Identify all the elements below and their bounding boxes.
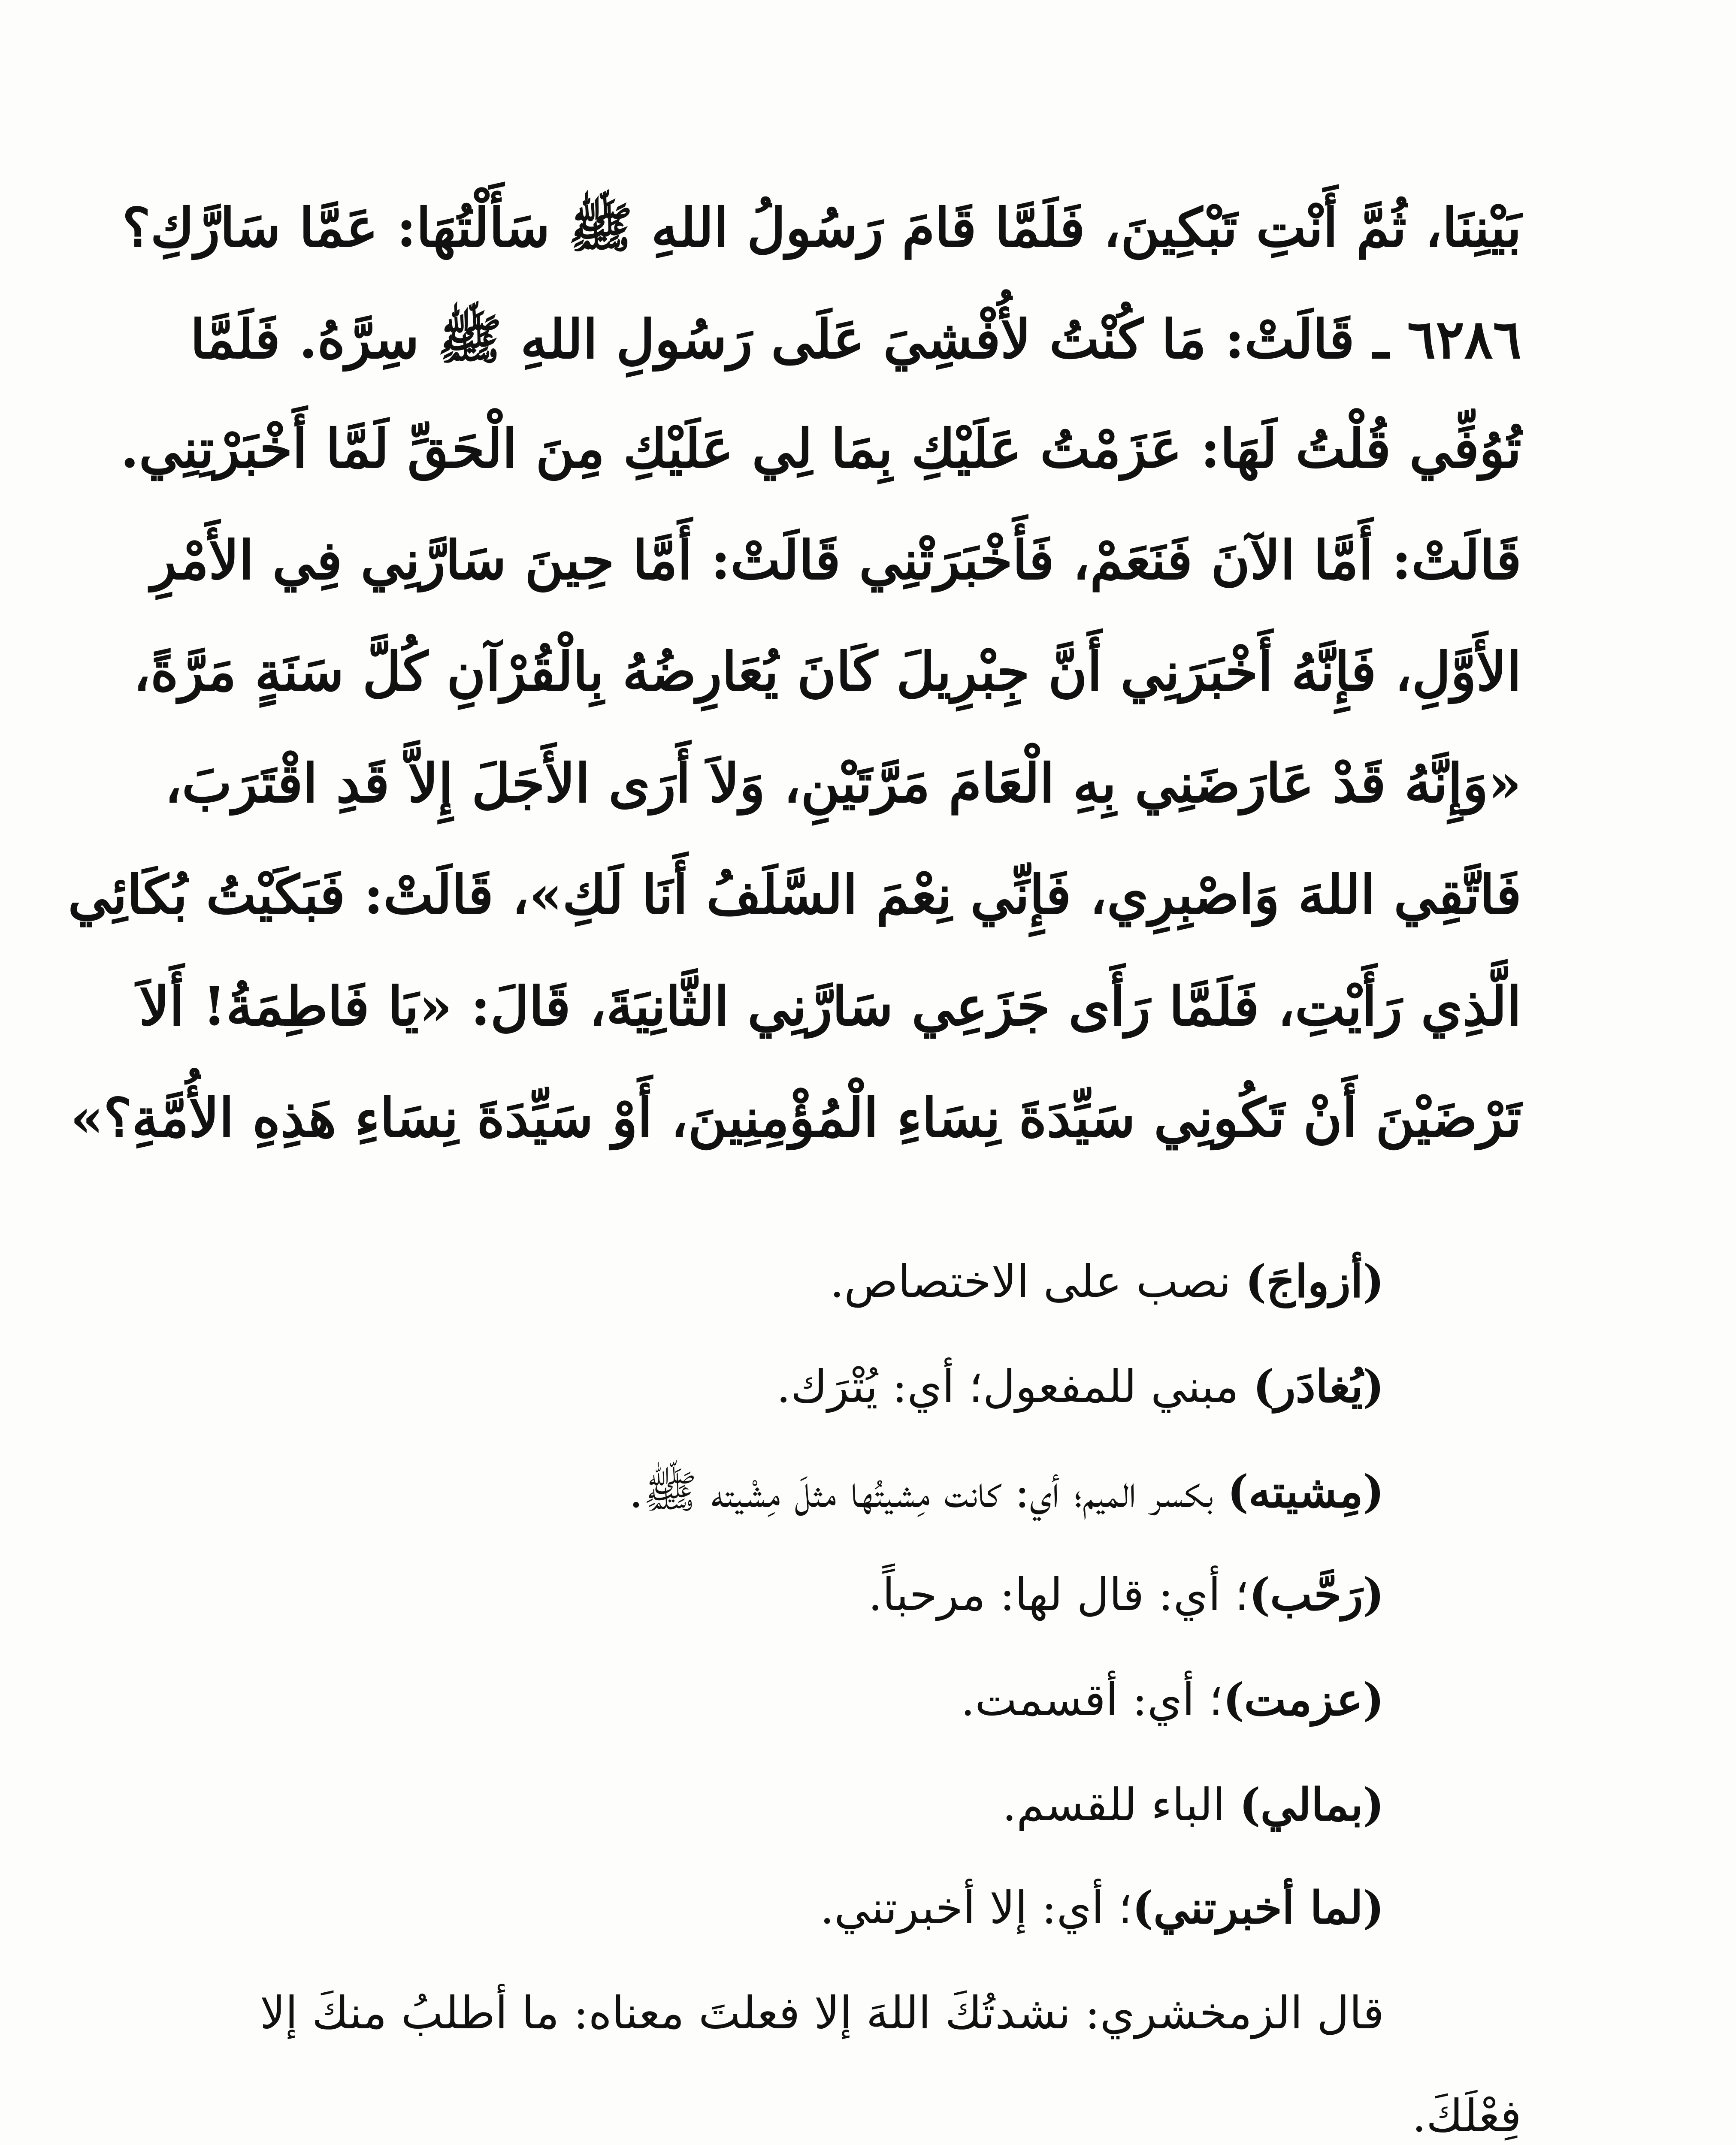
commentary-text: ؛ أي: إلا أخبرتني. xyxy=(820,1882,1132,1934)
commentary-lemma: (رَحَّب) xyxy=(1249,1568,1384,1621)
commentary-entry xyxy=(204,1465,1384,1518)
commentary-lemma: (أزواجَ) xyxy=(1245,1255,1384,1308)
hadith-line-9: تَرْضَيْنَ أَنْ تَكُونِي سَيِّدَةَ نِسَاءِ الْمُؤْمِنِينَ، أَوْ سَيِّدَةَ نِسَاءِ هَذِهِ الأُمَّةِ؟» xyxy=(70,1087,1521,1149)
hadith-line-4: قَالَتْ: أَمَّا الآنَ فَنَعَمْ، فَأَخْبَرَتْنِي قَالَتْ: أَمَّا حِينَ سَارَّنِي فِي الأَمْرِ xyxy=(151,529,1521,592)
hadith-line-7: فَاتَّقِي اللهَ وَاصْبِرِي، فَإِنِّي نِعْمَ السَّلَفُ أَنَا لَكِ»، قَالَتْ: فَبَكَيْتُ بُكَائِي xyxy=(68,864,1521,926)
zamakhshari-line-2: فِعْلَكَ. xyxy=(1412,2090,1521,2142)
commentary-text: مبني للمفعول؛ أي: يُتْرَك. xyxy=(776,1360,1253,1413)
commentary-entry xyxy=(204,1255,1384,1308)
commentary-text: الباء للقسم. xyxy=(1002,1779,1240,1831)
hadith-line-1: بَيْنِنَا، ثُمَّ أَنْتِ تَبْكِينَ، فَلَمَّا قَامَ رَسُولُ اللهِ ﷺ سَأَلْتُهَا: عَمَّا سَارَّكِ؟ xyxy=(122,197,1521,259)
commentary-text: ؛ أي: أقسمت. xyxy=(961,1674,1223,1726)
commentary-entry xyxy=(204,1673,1384,1726)
commentary-text: نصب على الاختصاص. xyxy=(830,1255,1246,1308)
hadith-line-8: الَّذِي رَأَيْتِ، فَلَمَّا رَأَى جَزَعِي سَارَّنِي الثَّانِيَةَ، قَالَ: «يَا فَاطِمَةُ! أَلاَ xyxy=(139,976,1521,1038)
commentary-lemma: (بمالي) xyxy=(1239,1778,1384,1831)
hadith-line-5: الأَوَّلِ، فَإِنَّهُ أَخْبَرَنِي أَنَّ جِبْرِيلَ كَانَ يُعَارِضُهُ بِالْقُرْآنِ كُلَّ سَنَةٍ مَرَّةً، xyxy=(133,641,1521,703)
commentary-lemma: (مِشيته) xyxy=(1227,1465,1384,1518)
hadith-line-6: «وَإِنَّهُ قَدْ عَارَضَنِي بِهِ الْعَامَ مَرَّتَيْنِ، وَلاَ أَرَى الأَجَلَ إِلاَّ قَدِ اقْتَرَبَ، xyxy=(164,752,1521,815)
commentary-text: ؛ أي: قال لها: مرحباً. xyxy=(868,1568,1249,1621)
hadith-line-2: ٦٢٨٦ ـ قَالَتْ: مَا كُنْتُ لأُفْشِيَ عَلَى رَسُولِ اللهِ ﷺ سِرَّهُ. فَلَمَّا xyxy=(190,308,1521,371)
commentary-entry xyxy=(204,1881,1384,1934)
commentary-entry xyxy=(204,1360,1384,1413)
commentary-entry xyxy=(204,1568,1384,1621)
commentary-text: بكسر الميم؛ أي: كانت مِشيتُها مثلَ مِشْيته ﷺ. xyxy=(629,1465,1228,1518)
commentary-lemma: (يُغادَر) xyxy=(1253,1360,1384,1413)
commentary-lemma: (عزمت) xyxy=(1223,1673,1384,1726)
commentary-entry xyxy=(204,1778,1384,1831)
commentary-lemma: (لما أخبرتني) xyxy=(1132,1881,1384,1934)
hadith-line-3: تُوُفِّي قُلْتُ لَهَا: عَزَمْتُ عَلَيْكِ بِمَا لِي عَلَيْكِ مِنَ الْحَقِّ لَمَّا أَخْبَرْتِنِي. xyxy=(120,418,1521,480)
zamakhshari-line-1: قال الزمخشري: نشدتُكَ اللهَ إلا فعلتَ معناه: ما أطلبُ منكَ إلا xyxy=(260,1987,1384,2039)
